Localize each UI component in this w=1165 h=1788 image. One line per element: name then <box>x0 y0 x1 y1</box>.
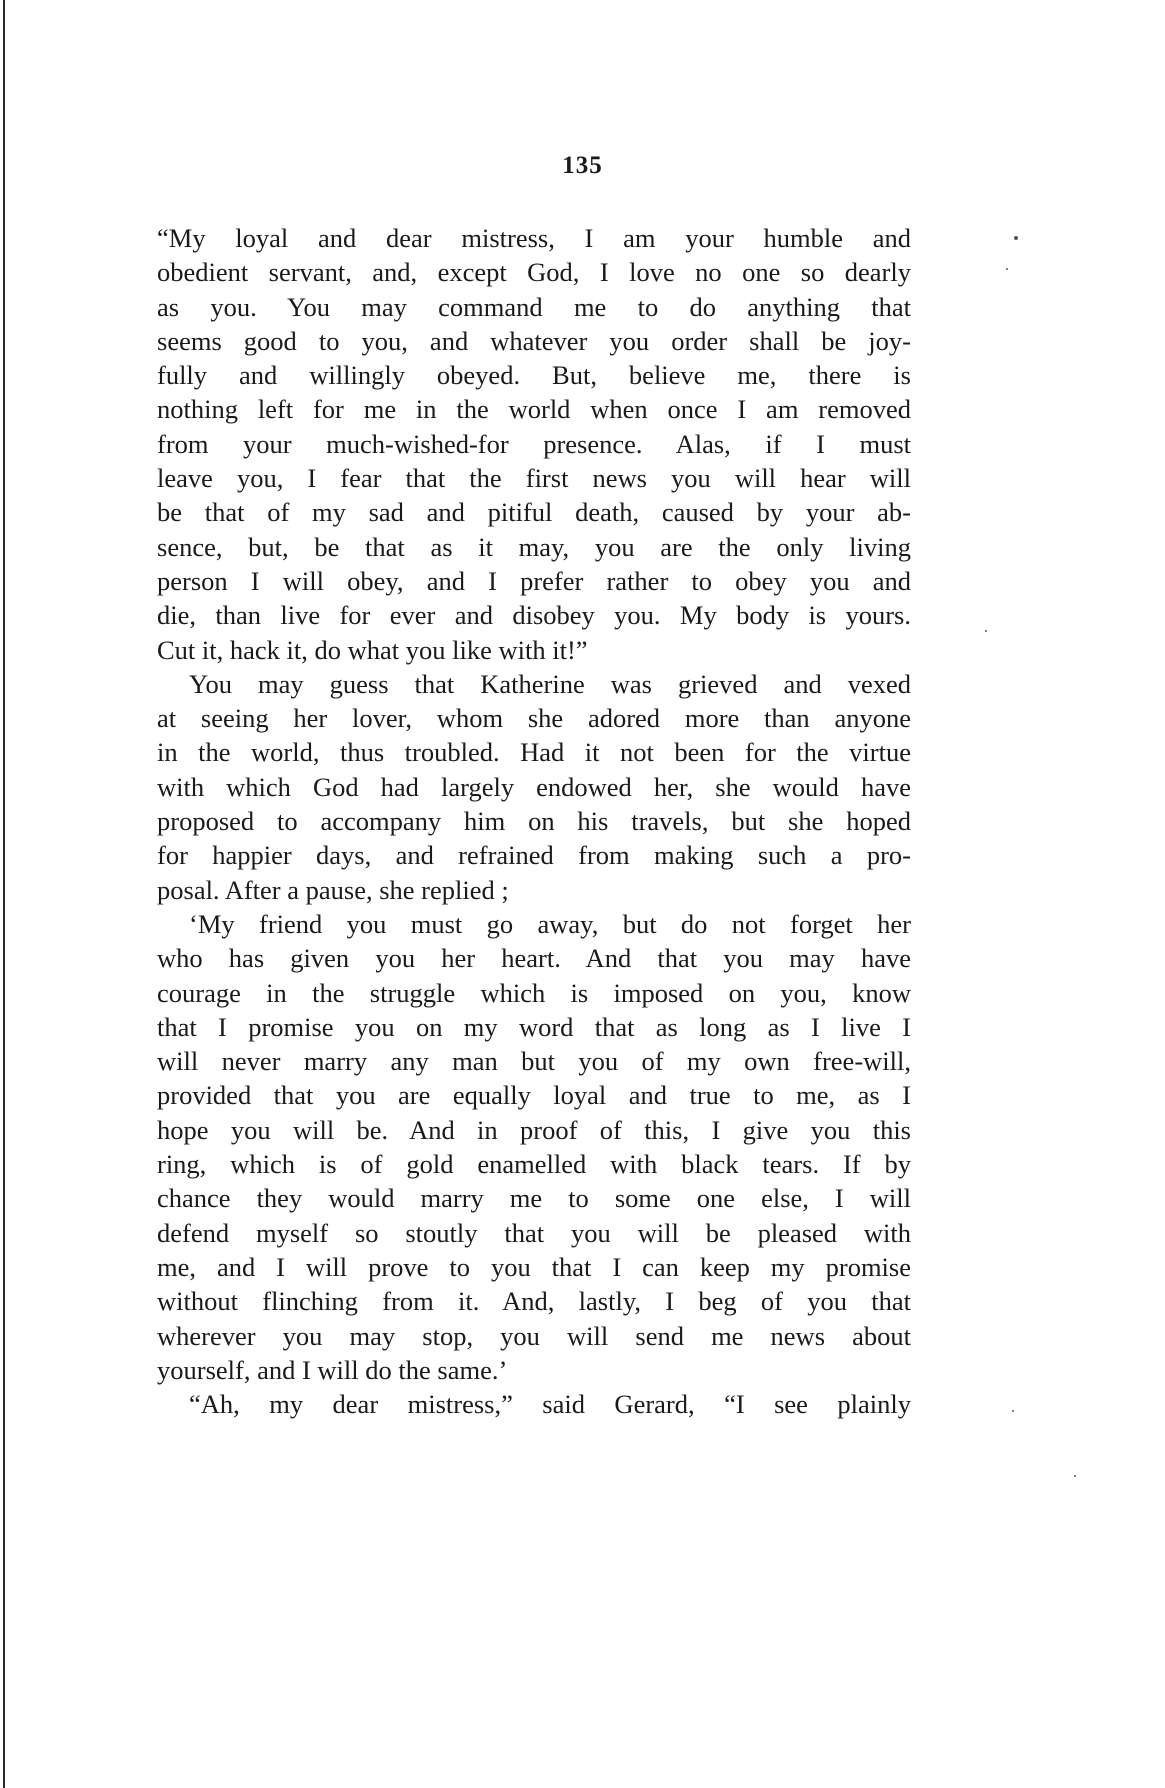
text-line: Cut it, hack it, do what you like with it!” <box>157 634 588 665</box>
text-line: without flinching from it. And, lastly, I beg of you that <box>157 1286 911 1317</box>
text-line: sence, but, be that as it may, you are the only living <box>157 531 911 562</box>
text-line: defend myself so stoutly that you will be pleased with <box>157 1217 911 1248</box>
text-line: that I promise you on my word that as long as I live I <box>157 1011 911 1042</box>
text-line: with which God had largely endowed her, she would have <box>157 771 911 802</box>
text-line: from your much-wished-for presence. Alas, if I must <box>157 428 911 459</box>
text-line: die, than live for ever and disobey you. My body is yours. <box>157 600 911 631</box>
text-line: provided that you are equally loyal and true to me, as I <box>157 1080 911 1111</box>
text-line: wherever you may stop, you will send me news about <box>157 1320 911 1351</box>
text-line: “Ah, my dear mistress,” said Gerard, “I see plainly <box>189 1389 911 1420</box>
text-line: at seeing her lover, whom she adored more than anyone <box>157 703 911 734</box>
text-line: for happier days, and refrained from making such a pro- <box>157 840 911 871</box>
text-line: be that of my sad and pitiful death, caused by your ab- <box>157 497 911 528</box>
text-line: in the world, thus troubled. Had it not been for the virtue <box>157 737 911 768</box>
scan-speck <box>1012 1410 1014 1412</box>
text-line: posal. After a pause, she replied ; <box>157 874 509 905</box>
scan-speck <box>1014 236 1018 240</box>
text-line: as you. You may command me to do anything that <box>157 291 911 322</box>
text-line: obedient servant, and, except God, I love no one so dearly <box>157 257 911 288</box>
scan-edge-line <box>3 0 5 1788</box>
text-line: seems good to you, and whatever you order shall be joy- <box>157 325 911 356</box>
scan-speck <box>1006 268 1008 270</box>
scan-speck <box>1074 1475 1076 1477</box>
text-line: You may guess that Katherine was grieved and vexed <box>189 668 911 699</box>
text-line: leave you, I fear that the first news you will hear will <box>157 463 911 494</box>
text-line: hope you will be. And in proof of this, I give you this <box>157 1114 911 1145</box>
text-line: ring, which is of gold enamelled with black tears. If by <box>157 1149 911 1180</box>
text-line: me, and I will prove to you that I can keep my promise <box>157 1251 911 1282</box>
text-line: will never marry any man but you of my own free-will, <box>157 1046 911 1077</box>
text-line: courage in the struggle which is imposed on you, know <box>157 977 911 1008</box>
text-line: person I will obey, and I prefer rather to obey you and <box>157 565 911 596</box>
text-line: “My loyal and dear mistress, I am your humble and <box>157 223 911 253</box>
text-line: ‘My friend you must go away, but do not forget her <box>189 908 911 939</box>
scan-speck <box>985 630 987 632</box>
text-line: chance they would marry me to some one else, I will <box>157 1183 911 1214</box>
text-line: fully and willingly obeyed. But, believe me, there is <box>157 360 911 391</box>
page-number: 135 <box>562 152 603 179</box>
text-line: who has given you her heart. And that you may have <box>157 943 911 974</box>
text-line: yourself, and I will do the same.’ <box>157 1354 508 1385</box>
text-line: nothing left for me in the world when once I am removed <box>157 394 911 425</box>
body-text <box>157 221 911 1421</box>
text-line: proposed to accompany him on his travels, but she hoped <box>157 806 911 837</box>
